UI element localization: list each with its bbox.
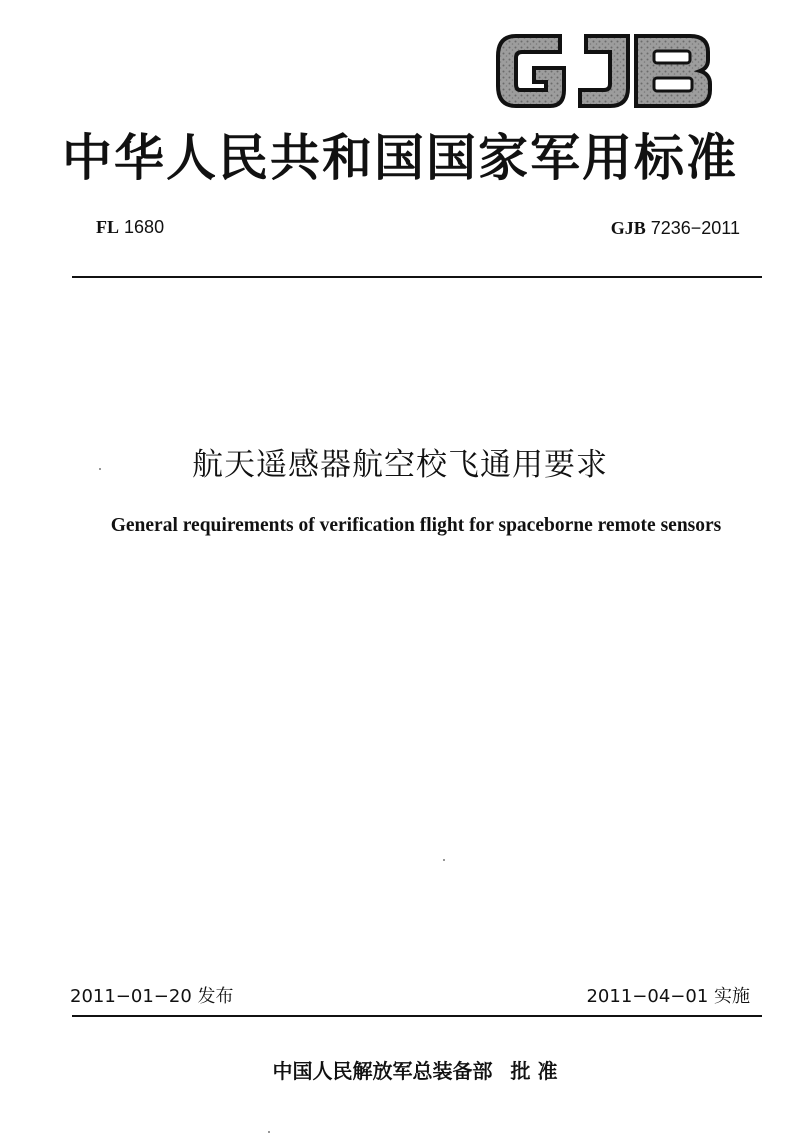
document-title-chinese: 航天遥感器航空校飞通用要求: [192, 447, 608, 483]
header-divider: [72, 276, 762, 278]
gjb-logo: [490, 22, 720, 118]
effective-date: 2011−04−01 实施: [586, 986, 750, 1007]
classification-code: [96, 217, 164, 238]
standard-number: [611, 218, 740, 239]
logo-letter-g: [498, 36, 564, 106]
scan-speck: [268, 1131, 270, 1133]
approval-line: [0, 1055, 800, 1084]
logo-letter-b: [636, 36, 710, 106]
logo-letter-j: [580, 36, 628, 106]
approval-action: 批 准: [510, 1059, 558, 1083]
classification-label: FL: [96, 217, 120, 237]
standard-type-heading: 中华人民共和国国家军用标准: [62, 128, 738, 187]
issue-date: 2011−01−20 发布: [70, 986, 234, 1007]
document-title-english: General requirements of verification flight for spaceborne remote sensors: [110, 515, 722, 536]
standard-code: 7236−2011: [650, 218, 740, 238]
footer-divider: [72, 1015, 762, 1017]
scan-speck: [443, 859, 445, 861]
approving-authority: 中国人民解放军总装备部: [272, 1059, 493, 1083]
standard-prefix: GJB: [610, 218, 646, 238]
classification-number: 1680: [124, 217, 165, 237]
